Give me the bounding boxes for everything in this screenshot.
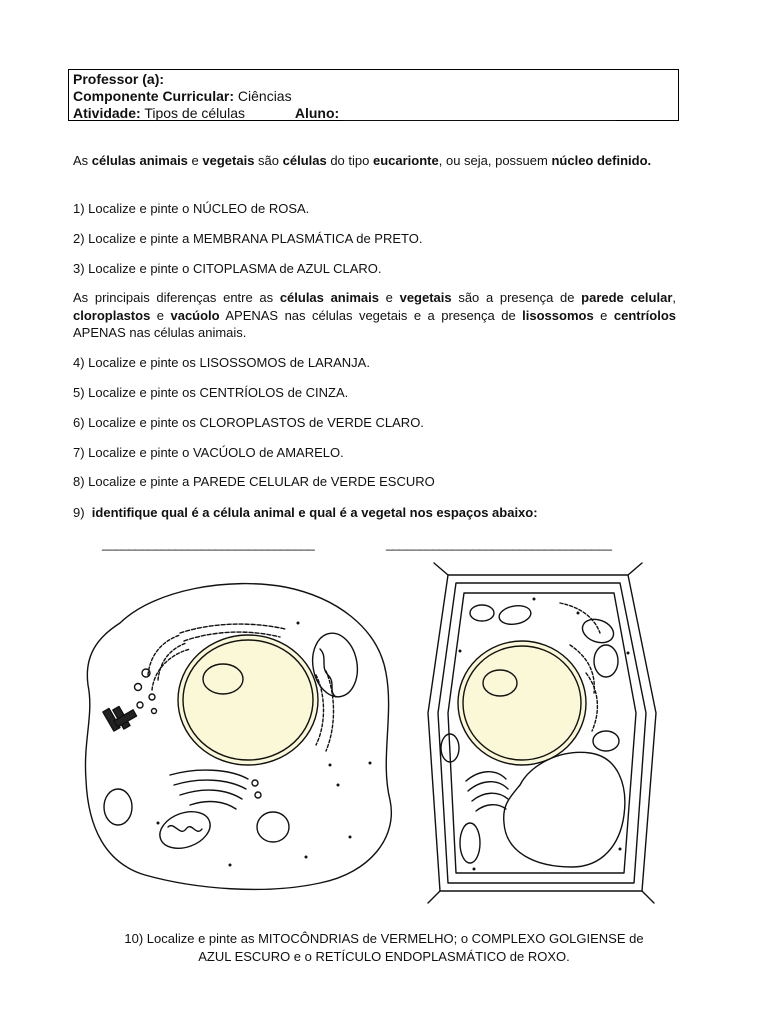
golgi-complex-plant bbox=[466, 772, 508, 811]
animal-cell-diagram bbox=[80, 575, 398, 895]
question-10-line-2: AZUL ESCURO e o RETÍCULO ENDOPLASMÁTICO de ROXO. bbox=[198, 949, 570, 964]
differences-paragraph: As principais diferenças entre as células animais e vegetais são a presença de parede celular, cloroplastos e vacúolo APENAS nas células vegetais e a presença de lisossomos e centríolos APENAS nas células animais. bbox=[73, 290, 677, 340]
question-10-line-1: 10) Localize e pinte as MITOCÔNDRIAS de VERMELHO; o COMPLEXO GOLGIENSE de bbox=[124, 931, 644, 946]
question-4: 4) Localize e pinte os LISOSSOMOS de LARANJA. bbox=[73, 355, 370, 370]
golgi-complex bbox=[170, 770, 261, 809]
plant-answer-blank[interactable]: __________________________________ bbox=[386, 536, 612, 551]
intro-paragraph: As células animais e vegetais são células do tipo eucarionte, ou seja, possuem núcleo definido. bbox=[73, 153, 652, 168]
chloroplast-top-right bbox=[579, 615, 617, 647]
question-5: 5) Localize e pinte os CENTRÍOLOS de CINZA. bbox=[73, 385, 349, 400]
question-7: 7) Localize e pinte o VACÚOLO de AMARELO. bbox=[73, 445, 344, 460]
mitochondrion-plant-right bbox=[594, 645, 618, 677]
aluno-label: Aluno: bbox=[294, 105, 340, 121]
mitochondrion-plant-bottom bbox=[460, 823, 480, 863]
nucleus-plant bbox=[458, 641, 586, 765]
aluno-blank: ___________________________________ bbox=[343, 105, 616, 121]
professor-row bbox=[73, 71, 674, 88]
question-1: 1) Localize e pinte o NÚCLEO de ROSA. bbox=[73, 201, 310, 216]
lysosome-right bbox=[257, 812, 289, 842]
question-2: 2) Localize e pinte a MEMBRANA PLASMÁTICA de PRETO. bbox=[73, 231, 423, 246]
header-box bbox=[68, 69, 679, 121]
chloroplast-right bbox=[593, 731, 619, 751]
question-6: 6) Localize e pinte os CLOROPLASTOS de VERDE CLARO. bbox=[73, 415, 424, 430]
centrioles bbox=[103, 706, 137, 731]
vacuole bbox=[504, 752, 625, 867]
aluno-field bbox=[295, 105, 616, 122]
professor-label: Professor (a): bbox=[73, 71, 165, 87]
chloroplast-top-left bbox=[470, 605, 494, 621]
nucleus bbox=[178, 635, 318, 765]
componente-row bbox=[73, 88, 674, 105]
componente-label: Componente Curricular: bbox=[73, 88, 235, 104]
question-9: 9) identifique qual é a célula animal e qual é a vegetal nos espaços abaixo: bbox=[73, 505, 538, 520]
plant-cell-diagram bbox=[410, 553, 670, 908]
question-3: 3) Localize e pinte o CITOPLASMA de AZUL CLARO. bbox=[73, 261, 382, 276]
atividade-label: Atividade: bbox=[73, 105, 141, 121]
mitochondrion-plant-top bbox=[498, 603, 533, 626]
lysosome-left bbox=[104, 789, 132, 825]
question-10 bbox=[60, 930, 708, 966]
componente-value: Ciências bbox=[237, 88, 292, 104]
atividade-value: Tipos de células bbox=[144, 105, 245, 121]
atividade-row bbox=[73, 105, 674, 122]
animal-answer-blank[interactable]: ________________________________ bbox=[102, 536, 315, 551]
question-8: 8) Localize e pinte a PAREDE CELULAR de VERDE ESCURO bbox=[73, 474, 435, 489]
